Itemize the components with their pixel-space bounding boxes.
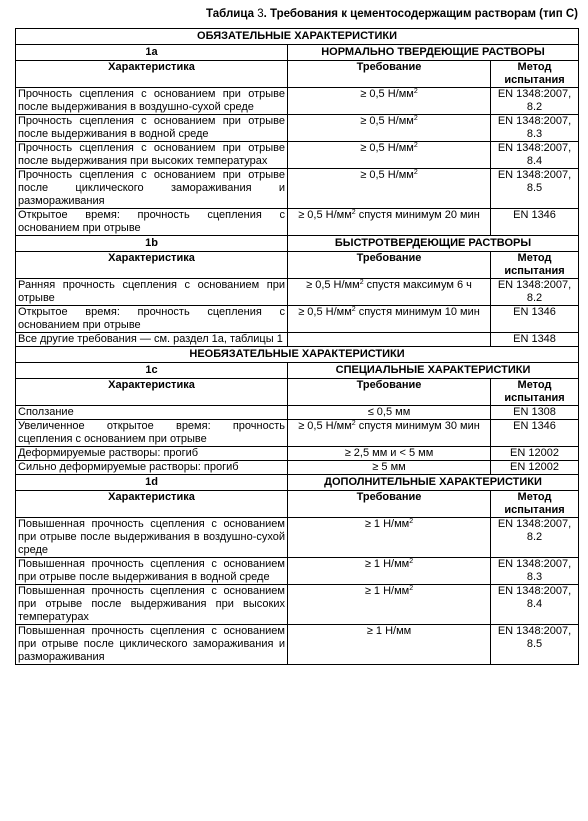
requirement-condition: спустя минимум 20 мин (355, 209, 480, 221)
column-header-row (16, 252, 579, 279)
requirement-unit-exponent: 2 (409, 518, 414, 525)
section-banner: НЕОБЯЗАТЕЛЬНЫЕ ХАРАКТЕРИСТИКИ (16, 347, 579, 363)
column-header-row (16, 491, 579, 518)
group-title: БЫСТРОТВЕРДЕЮЩИЕ РАСТВОРЫ (288, 236, 579, 252)
test-method-cell: EN 1348:2007, 8.2 (491, 279, 579, 306)
caption-text: . Требования к цементосодержащим растворам (тип С) (263, 8, 578, 20)
requirement-cell (288, 447, 491, 461)
requirement-value: ≥ 0,5 Н/мм (298, 306, 352, 318)
characteristic-cell: Повышенная прочность сцепления с основанием при отрыве после выдерживания в воздушно-сухой среде (16, 518, 288, 558)
characteristic-cell: Прочность сцепления с основанием при отрыве после выдерживания в водной среде (16, 115, 288, 142)
requirement-condition: спустя минимум 10 мин (355, 306, 480, 318)
group-code: 1d (16, 475, 288, 491)
requirement-value: ≥ 0,5 Н/мм (298, 420, 352, 432)
column-header-requirement: Требование (288, 61, 491, 88)
test-method-cell: EN 12002 (491, 447, 579, 461)
characteristic-cell: Прочность сцепления с основанием при отрыве после выдерживания в воздушно-сухой среде (16, 88, 288, 115)
characteristic-cell: Прочность сцепления с основанием при отрыве после циклического замораживания и размораживания (16, 169, 288, 209)
characteristic-cell: Повышенная прочность сцепления с основанием при отрыве после выдерживания при высоких температурах (16, 585, 288, 625)
characteristic-cell: Повышенная прочность сцепления с основанием при отрыве после циклического замораживания и размораживания (16, 625, 288, 665)
requirement-cell (288, 406, 491, 420)
table-row (16, 585, 579, 625)
table-row (16, 115, 579, 142)
test-method-cell: EN 1348:2007, 8.5 (491, 169, 579, 209)
table-row (16, 518, 579, 558)
table-row (16, 420, 579, 447)
requirement-cell (288, 518, 491, 558)
requirement-cell (288, 169, 491, 209)
caption-prefix: Таблица (206, 8, 258, 20)
requirement-value: ≥ 1 Н/мм (366, 625, 412, 637)
test-method-cell: EN 1348:2007, 8.2 (491, 88, 579, 115)
group-title-row (16, 475, 579, 491)
test-method-cell: EN 1346 (491, 209, 579, 236)
requirement-unit-exponent: 2 (359, 279, 364, 286)
requirement-unit-exponent: 2 (351, 420, 356, 427)
test-method-cell: EN 1348:2007, 8.3 (491, 115, 579, 142)
characteristic-cell: Деформируемые растворы: прогиб (16, 447, 288, 461)
column-header-method: Метод испытания (491, 252, 579, 279)
requirement-value: ≥ 1 Н/мм (364, 518, 410, 530)
requirement-condition: спустя максимум 6 ч (363, 279, 472, 291)
requirement-cell (288, 333, 491, 347)
characteristic-cell: Все другие требования — см. раздел 1a, таблицы 1 (16, 333, 288, 347)
requirement-cell (288, 209, 491, 236)
requirement-condition: спустя минимум 30 мин (355, 420, 480, 432)
requirement-value: ≥ 0,5 Н/мм (360, 115, 414, 127)
requirement-cell (288, 585, 491, 625)
characteristic-cell: Повышенная прочность сцепления с основанием при отрыве после выдерживания в водной среде (16, 558, 288, 585)
test-method-cell: EN 12002 (491, 461, 579, 475)
test-method-cell: EN 1346 (491, 306, 579, 333)
requirement-value: ≥ 0,5 Н/мм (298, 209, 352, 221)
requirements-table-body (16, 29, 579, 665)
group-title: ДОПОЛНИТЕЛЬНЫЕ ХАРАКТЕРИСТИКИ (288, 475, 579, 491)
requirement-value: ≤ 0,5 мм (367, 406, 411, 418)
section-banner: ОБЯЗАТЕЛЬНЫЕ ХАРАКТЕРИСТИКИ (16, 29, 579, 45)
requirement-unit-exponent: 2 (351, 209, 356, 216)
characteristic-cell: Прочность сцепления с основанием при отрыве после выдерживания при высоких температурах (16, 142, 288, 169)
section-banner-row (16, 347, 579, 363)
requirement-value: ≥ 0,5 Н/мм (360, 142, 414, 154)
table-row (16, 333, 579, 347)
group-title: СПЕЦИАЛЬНЫЕ ХАРАКТЕРИСТИКИ (288, 363, 579, 379)
group-title-row (16, 236, 579, 252)
table-caption (0, 8, 578, 20)
group-title: НОРМАЛЬНО ТВЕРДЕЮЩИЕ РАСТВОРЫ (288, 45, 579, 61)
test-method-cell: EN 1348:2007, 8.3 (491, 558, 579, 585)
characteristic-cell: Открытое время: прочность сцепления с основанием при отрыве (16, 306, 288, 333)
requirement-value: ≥ 1 Н/мм (364, 558, 410, 570)
test-method-cell: EN 1348:2007, 8.2 (491, 518, 579, 558)
table-row (16, 558, 579, 585)
requirement-unit-exponent: 2 (413, 115, 418, 122)
test-method-cell: EN 1348:2007, 8.4 (491, 142, 579, 169)
requirement-unit-exponent: 2 (413, 88, 418, 95)
column-header-characteristic: Характеристика (16, 252, 288, 279)
column-header-characteristic: Характеристика (16, 379, 288, 406)
requirement-cell (288, 461, 491, 475)
table-row (16, 209, 579, 236)
group-code: 1a (16, 45, 288, 61)
characteristic-cell: Сильно деформируемые растворы: прогиб (16, 461, 288, 475)
table-row (16, 447, 579, 461)
column-header-row (16, 379, 579, 406)
column-header-method: Метод испытания (491, 379, 579, 406)
requirement-unit-exponent: 2 (413, 142, 418, 149)
requirement-unit-exponent: 2 (409, 585, 414, 592)
requirement-unit-exponent: 2 (351, 306, 356, 313)
test-method-cell: EN 1348 (491, 333, 579, 347)
table-row (16, 461, 579, 475)
requirement-cell (288, 88, 491, 115)
section-banner-row (16, 29, 579, 45)
characteristic-cell: Открытое время: прочность сцепления с основанием при отрыве (16, 209, 288, 236)
requirement-value: ≥ 5 мм (372, 461, 406, 473)
column-header-requirement: Требование (288, 379, 491, 406)
column-header-requirement: Требование (288, 252, 491, 279)
characteristic-cell: Сползание (16, 406, 288, 420)
test-method-cell: EN 1348:2007, 8.4 (491, 585, 579, 625)
table-row (16, 279, 579, 306)
column-header-characteristic: Характеристика (16, 61, 288, 88)
column-header-method: Метод испытания (491, 491, 579, 518)
requirement-cell (288, 279, 491, 306)
requirement-unit-exponent: 2 (413, 169, 418, 176)
table-row (16, 88, 579, 115)
requirement-unit-exponent: 2 (409, 558, 414, 565)
requirement-cell (288, 142, 491, 169)
group-code: 1c (16, 363, 288, 379)
test-method-cell: EN 1348:2007, 8.5 (491, 625, 579, 665)
requirement-cell (288, 558, 491, 585)
table-row (16, 306, 579, 333)
test-method-cell: EN 1308 (491, 406, 579, 420)
group-code: 1b (16, 236, 288, 252)
requirement-cell (288, 306, 491, 333)
requirement-cell (288, 625, 491, 665)
group-title-row (16, 45, 579, 61)
characteristic-cell: Увеличенное открытое время: прочность сцепления с основанием при отрыве (16, 420, 288, 447)
requirement-cell (288, 420, 491, 447)
column-header-method: Метод испытания (491, 61, 579, 88)
column-header-row (16, 61, 579, 88)
requirement-value: ≥ 0,5 Н/мм (360, 88, 414, 100)
requirement-value: ≥ 0,5 Н/мм (306, 279, 360, 291)
column-header-characteristic: Характеристика (16, 491, 288, 518)
requirement-value: ≥ 2,5 мм и < 5 мм (344, 447, 434, 459)
characteristic-cell: Ранняя прочность сцепления с основанием при отрыве (16, 279, 288, 306)
table-row (16, 406, 579, 420)
group-title-row (16, 363, 579, 379)
requirement-value: ≥ 0,5 Н/мм (360, 169, 414, 181)
requirements-table (15, 28, 579, 665)
requirement-cell (288, 115, 491, 142)
caption-number: 3 (257, 8, 264, 20)
table-row (16, 142, 579, 169)
column-header-requirement: Требование (288, 491, 491, 518)
test-method-cell: EN 1346 (491, 420, 579, 447)
table-row (16, 169, 579, 209)
requirement-value: ≥ 1 Н/мм (364, 585, 410, 597)
table-row (16, 625, 579, 665)
